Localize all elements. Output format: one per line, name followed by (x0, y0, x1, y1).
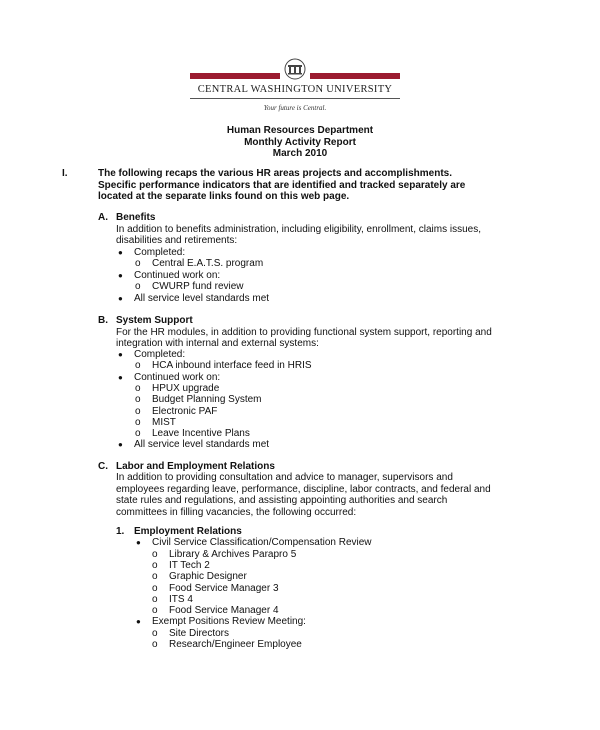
bullet-icon: ● (118, 293, 123, 303)
list-subitem: Site Directors (169, 627, 230, 639)
bullet-icon: ● (118, 350, 123, 359)
circle-bullet-icon: o (152, 605, 158, 617)
section-description: In addition to providing consultation and advice to manager, supervisors and (116, 472, 453, 484)
list-subitem: Budget Planning System (152, 394, 262, 406)
subsection-number: 1. (116, 526, 125, 537)
section-numeral: I. (62, 168, 68, 179)
section-description: In addition to benefits administration, including eligibility, enrollment, claims issues, (116, 223, 481, 235)
list-item: Continued work on: (134, 269, 221, 281)
section-description: disabilities and retirements: (116, 235, 238, 246)
circle-bullet-icon: o (152, 627, 158, 639)
list-subitem: Leave Incentive Plans (152, 428, 250, 440)
section-description: employees regarding leave, performance, discipline, labor contracts, and federal and (116, 483, 491, 495)
list-subitem: IT Tech 2 (169, 559, 210, 571)
circle-bullet-icon: o (135, 394, 141, 406)
circle-bullet-icon: o (152, 639, 158, 650)
circle-bullet-icon: o (152, 571, 158, 583)
report-heading (0, 125, 600, 160)
circle-bullet-icon: o (135, 428, 141, 440)
section-letter: A. (98, 212, 108, 223)
bullet-icon: ● (118, 247, 123, 257)
circle-bullet-icon: o (135, 360, 141, 372)
university-name: CENTRAL WASHINGTON UNIVERSITY (197, 84, 393, 95)
circle-bullet-icon: o (152, 593, 158, 605)
bullet-icon: ● (136, 617, 141, 627)
section-description: integration with internal and external systems: (116, 338, 319, 349)
report-title: Monthly Activity Report (244, 136, 356, 148)
bullet-icon: ● (118, 270, 123, 280)
section-letter: B. (98, 315, 108, 326)
intro-line: located at the separate links found on this web page. (98, 191, 350, 202)
list-subitem: CWURP fund review (152, 281, 244, 292)
list-item: Completed: (134, 349, 186, 360)
circle-bullet-icon: o (135, 382, 141, 394)
list-subitem: Graphic Designer (169, 571, 247, 583)
bullet-icon: ● (118, 440, 123, 450)
list-item: Civil Service Classification/Compensation Review (152, 537, 372, 549)
university-seal-icon (280, 58, 310, 80)
list-item: All service level standards met (134, 439, 270, 451)
list-subitem: ITS 4 (169, 593, 193, 605)
bullet-icon: ● (118, 372, 123, 382)
bullet-icon: ● (136, 538, 141, 548)
circle-bullet-icon: o (135, 258, 141, 269)
circle-bullet-icon: o (152, 582, 158, 594)
list-subitem: HCA inbound interface feed in HRIS (152, 360, 312, 372)
list-item: Exempt Positions Review Meeting: (152, 616, 306, 628)
list-subitem: Library & Archives Parapro 5 (169, 548, 297, 560)
circle-bullet-icon: o (135, 281, 141, 292)
list-subitem: MIST (152, 416, 176, 428)
circle-bullet-icon: o (135, 405, 141, 417)
list-subitem: Research/Engineer Employee (169, 639, 302, 650)
list-subitem: Food Service Manager 4 (169, 605, 279, 617)
list-subitem: Electronic PAF (152, 405, 218, 417)
list-item: Continued work on: (134, 371, 221, 383)
section-letter: C. (98, 461, 108, 472)
subsection-title: Employment Relations (134, 526, 242, 537)
section-title: Labor and Employment Relations (116, 461, 275, 472)
intro-line: Specific performance indicators that are identified and tracked separately are (98, 179, 466, 191)
letterhead-bottom-rule (190, 98, 400, 99)
circle-bullet-icon: o (135, 416, 141, 428)
list-subitem: HPUX upgrade (152, 382, 220, 394)
list-subitem: Central E.A.T.S. program (152, 258, 264, 269)
intro-line: The following recaps the various HR areas projects and accomplishments. (98, 168, 452, 179)
section-description: For the HR modules, in addition to providing functional system support, reporting and (116, 326, 492, 338)
circle-bullet-icon: o (152, 548, 158, 560)
report-date: March 2010 (272, 148, 328, 159)
section-description: committees in filling vacancies, the following occurred: (116, 506, 357, 518)
section-description: state rules and regulations, and assisting appointing authorities and search (116, 495, 448, 507)
circle-bullet-icon: o (152, 559, 158, 571)
university-tagline: Your future is Central. (263, 104, 327, 112)
list-subitem: Food Service Manager 3 (169, 582, 279, 594)
list-item: Completed: (134, 246, 186, 258)
list-item: All service level standards met (134, 292, 270, 304)
section-title: Benefits (116, 212, 156, 223)
section-title: System Support (116, 315, 193, 326)
department-name: Human Resources Department (226, 125, 374, 136)
